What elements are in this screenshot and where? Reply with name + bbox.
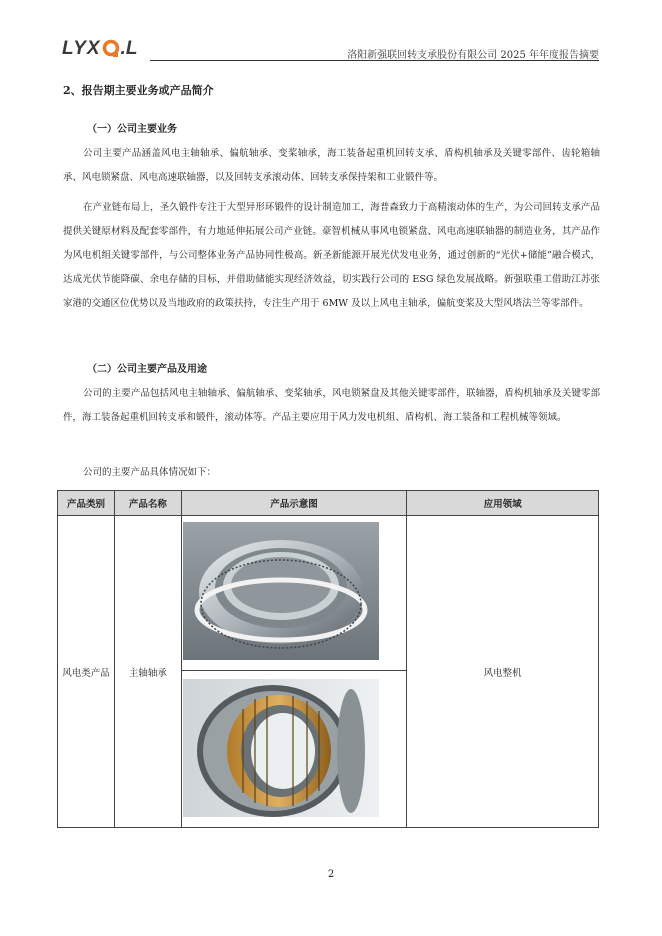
- header-category: 产品类别: [58, 491, 115, 516]
- cell-application: 风电整机: [407, 516, 599, 828]
- header-application: 应用领域: [407, 491, 599, 516]
- cell-product-image-2: [181, 671, 407, 828]
- report-title: 洛阳新强联回转支承股份有限公司 2025 年年度报告摘要: [347, 50, 599, 61]
- header-product-name: 产品名称: [114, 491, 181, 516]
- subsection-heading-products: （二）公司主要产品及用途: [87, 364, 207, 375]
- paragraph-business: 公司主要产品涵盖风电主轴轴承、偏航轴承、变桨轴承，海工装备起重机回转支承、盾构机轴承及关键零部件、齿轮箱轴承、风电锁紧盘、风电高速联轴器，以及回转支承滚动体、回转支承保持架和工业锻件等。: [63, 148, 600, 183]
- section-heading: 2、报告期主要业务或产品简介: [63, 84, 214, 97]
- product-table: [57, 490, 599, 828]
- company-logo: [62, 38, 137, 60]
- header-product-image: 产品示意图: [181, 491, 407, 516]
- page-header: [62, 36, 599, 62]
- subsection-heading-business: （一）公司主要业务: [87, 124, 177, 135]
- paragraph-products: 公司的主要产品包括风电主轴轴承、偏航轴承、变桨轴承，风电锁紧盘及其他关键零部件，联轴器，盾构机轴承及关键零部件，海工装备起重机回转支承和锻件，滚动体等。产品主要应用于风力发电机组、盾构机、海工装备和工程机械等领域。: [63, 388, 600, 423]
- bearing-photo-1: [183, 522, 379, 660]
- cell-category: 风电类产品: [58, 516, 115, 828]
- cell-product-image-1: [181, 516, 407, 671]
- bearing-photo-2: [183, 679, 379, 817]
- table-row: [58, 516, 599, 671]
- paragraph-products-intro: 公司的主要产品具体情况如下：: [83, 467, 217, 478]
- page-number: 2: [327, 869, 335, 880]
- table-header-row: [58, 491, 599, 516]
- paragraph-industry-chain: 在产业链布局上，圣久锻件专注于大型异形环锻件的设计制造加工，海普森致力于高精滚动体的生产，为公司回转支承产品提供关键原材料及配套零部件，有力地延伸拓展公司产业链。豪智机械从事风电锁紧盘、风电高速联轴器的制造业务，其产品作为风电机组关键零部件，与公司整体业务产品协同性极高。新圣新能源开展光伏发电业务，通过创新的“光伏+储能”融合模式，达成光伏节能降碳、余电存储的目标，并借助储能实现经济效益，切实践行公司的 ESG 绿色发展战略。新强联重工借助江苏张家港的交通区位优势以及当地政府的政策扶持，专注生产用于 6MW 及以上风电主轴承，偏航变桨及大型风塔法兰等零部件。: [63, 202, 600, 309]
- logo-text-right: .L: [120, 38, 138, 59]
- logo-text-left: LYX: [62, 38, 101, 59]
- logo-ring-icon: [102, 39, 120, 59]
- cell-product-name: 主轴轴承: [114, 516, 181, 828]
